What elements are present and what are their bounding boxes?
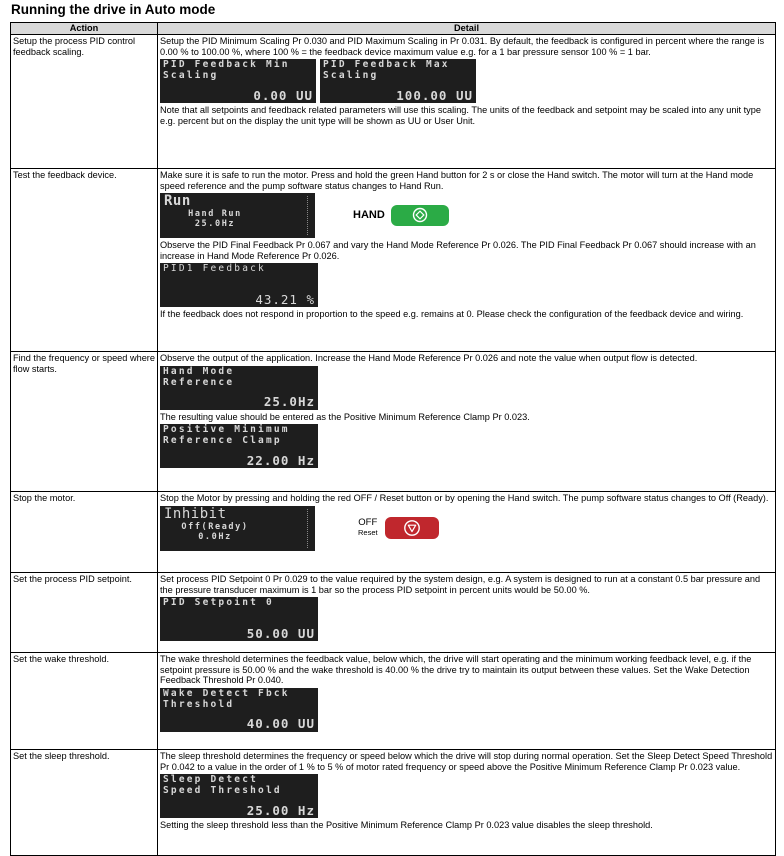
lcd-display	[160, 59, 316, 103]
action-cell: Set the process PID setpoint.	[11, 573, 158, 653]
lcd-value: 40.00 UU	[246, 716, 315, 732]
detail-text: The resulting value should be entered as the Positive Minimum Reference Clamp Pr 0.023.	[160, 411, 530, 422]
lcd-value: 25.00 Hz	[246, 802, 315, 818]
hand-button[interactable]	[391, 205, 449, 226]
table-row	[11, 653, 776, 750]
detail-cell	[158, 35, 776, 169]
lcd-line: PID Setpoint 0	[163, 597, 274, 609]
table-header-row	[11, 23, 776, 35]
header-action: Action	[11, 23, 158, 35]
reset-label: Reset	[358, 528, 378, 538]
lcd-display	[160, 774, 318, 818]
detail-cell	[158, 573, 776, 653]
detail-text: Setting the sleep threshold less than the Positive Minimum Reference Clamp Pr 0.023 value disables the sleep threshold.	[160, 820, 653, 831]
action-cell: Setup the process PID control feedback scaling.	[11, 35, 158, 169]
hand-label: HAND	[353, 209, 385, 222]
hand-icon	[412, 207, 428, 223]
detail-text: The sleep threshold determines the frequency or speed below which the drive will stop during normal operation. Set the Sleep Detect Speed Threshold Pr 0.042 to a value in the order of 1 % to 5 % of motor rated frequency or speed above the Positive Minimum Reference Clamp Pr 0.023 value.	[160, 751, 773, 772]
lcd-display	[160, 193, 315, 238]
detail-cell	[158, 169, 776, 352]
table-row	[11, 750, 776, 856]
lcd-status: Inhibit	[164, 505, 227, 522]
table-row	[11, 35, 776, 169]
lcd-value: 22.00 Hz	[246, 452, 315, 468]
lcd-line: Scaling	[323, 70, 379, 82]
table-row	[11, 492, 776, 573]
header-detail: Detail	[158, 23, 776, 35]
lcd-line: 0.0Hz	[198, 531, 232, 542]
lcd-line: Sleep Detect	[163, 774, 259, 786]
lcd-line: PID1 Feedback	[163, 263, 266, 275]
action-cell: Set the wake threshold.	[11, 653, 158, 750]
detail-cell	[158, 750, 776, 856]
page-title: Running the drive in Auto mode	[11, 2, 216, 17]
lcd-value: 0.00 UU	[253, 87, 313, 103]
lcd-divider	[307, 509, 308, 548]
action-cell: Stop the motor.	[11, 492, 158, 573]
lcd-line: Hand Run	[188, 209, 242, 220]
detail-text: Setup the PID Minimum Scaling Pr 0.030 and PID Maximum Scaling in Pr 0.031. By default, the feedback is configured in percent where the range is 0.00 % to 100.00 %, where 100 % = the feedback device maximum value e.g. for a 1 bar pressure sensor 100 % = 1 bar.	[160, 36, 765, 57]
lcd-value: 25.0Hz	[263, 394, 315, 409]
auto-mode-table	[10, 22, 776, 856]
table-row	[11, 573, 776, 653]
lcd-status: Run	[164, 193, 191, 210]
lcd-line: Hand Mode	[163, 365, 235, 377]
lcd-value: 50.00 UU	[246, 625, 315, 641]
lcd-display	[160, 424, 318, 468]
detail-cell	[158, 653, 776, 750]
action-cell: Test the feedback device.	[11, 169, 158, 352]
lcd-line: Scaling	[163, 70, 219, 82]
detail-text: Make sure it is safe to run the motor. Press and hold the green Hand button for 2 s or close the Hand switch. The motor will turn at the Hand mode speed reference and the pump software status changes to Hand Run.	[160, 170, 754, 191]
lcd-display	[160, 597, 318, 641]
lcd-line: PID Feedback Min	[163, 59, 290, 71]
lcd-line: 25.0Hz	[194, 219, 236, 230]
detail-text: Set process PID Setpoint 0 Pr 0.029 to the value required by the system design, e.g. A system is designed to run at a constant 0.5 bar pressure and the pressure transducer maximum is 1 bar so the process PID setpoint in percent units would be 50.00 %.	[160, 574, 761, 595]
detail-cell	[158, 492, 776, 573]
detail-cell	[158, 352, 776, 492]
lcd-line: Wake Detect Fbck	[163, 687, 290, 699]
lcd-line: Off(Ready)	[181, 521, 249, 532]
detail-text: The wake threshold determines the feedback value, below which, the drive will start operating and the minimum working feedback level, e.g. if the setpoint pressure is 50.00 % and the wake threshold is 40.00 % the drive try to maintain its output between these values. Set the Wake Detection Feedback Threshold Pr 0.040.	[160, 654, 752, 686]
lcd-display	[320, 59, 476, 103]
lcd-value: 43.21 %	[255, 291, 315, 307]
table-row	[11, 169, 776, 352]
lcd-display	[160, 506, 315, 551]
detail-text: Observe the PID Final Feedback Pr 0.067 and vary the Hand Mode Reference Pr 0.026. The PID Final Feedback Pr 0.067 should increase with an increase in Hand Mode Reference Pr 0.026.	[160, 240, 756, 261]
detail-text: Note that all setpoints and feedback related parameters will use this scaling. The units of the feedback and setpoint may be scaled into any unit type e.g. percent but on the display the unit type will be shown as UU or User Unit.	[160, 105, 761, 126]
detail-text: If the feedback does not respond in proportion to the speed e.g. remains at 0. Please check the configuration of the feedback device and wiring.	[160, 309, 744, 320]
lcd-divider	[307, 196, 308, 235]
table-row	[11, 352, 776, 492]
lcd-line: Positive Minimum	[163, 424, 290, 436]
detail-text: Stop the Motor by pressing and holding the red OFF / Reset button or by opening the Hand switch. The pump software status changes to Off (Ready).	[160, 493, 769, 503]
lcd-line: Threshold	[163, 698, 235, 710]
action-cell: Find the frequency or speed where flow starts.	[11, 352, 158, 492]
lcd-value: 100.00 UU	[396, 87, 473, 103]
off-reset-button[interactable]	[385, 517, 439, 539]
lcd-line: Reference Clamp	[163, 435, 282, 447]
lcd-line: Speed Threshold	[163, 785, 282, 797]
lcd-display	[160, 263, 318, 307]
off-label: OFF	[358, 516, 378, 528]
stop-icon	[403, 519, 421, 537]
lcd-line: PID Feedback Max	[323, 59, 450, 71]
lcd-display	[160, 366, 318, 410]
lcd-line: Reference	[163, 376, 235, 388]
lcd-display	[160, 688, 318, 732]
action-cell: Set the sleep threshold.	[11, 750, 158, 856]
off-label-group	[358, 518, 378, 539]
detail-text: Observe the output of the application. Increase the Hand Mode Reference Pr 0.026 and note the value when output flow is detected.	[160, 353, 698, 363]
